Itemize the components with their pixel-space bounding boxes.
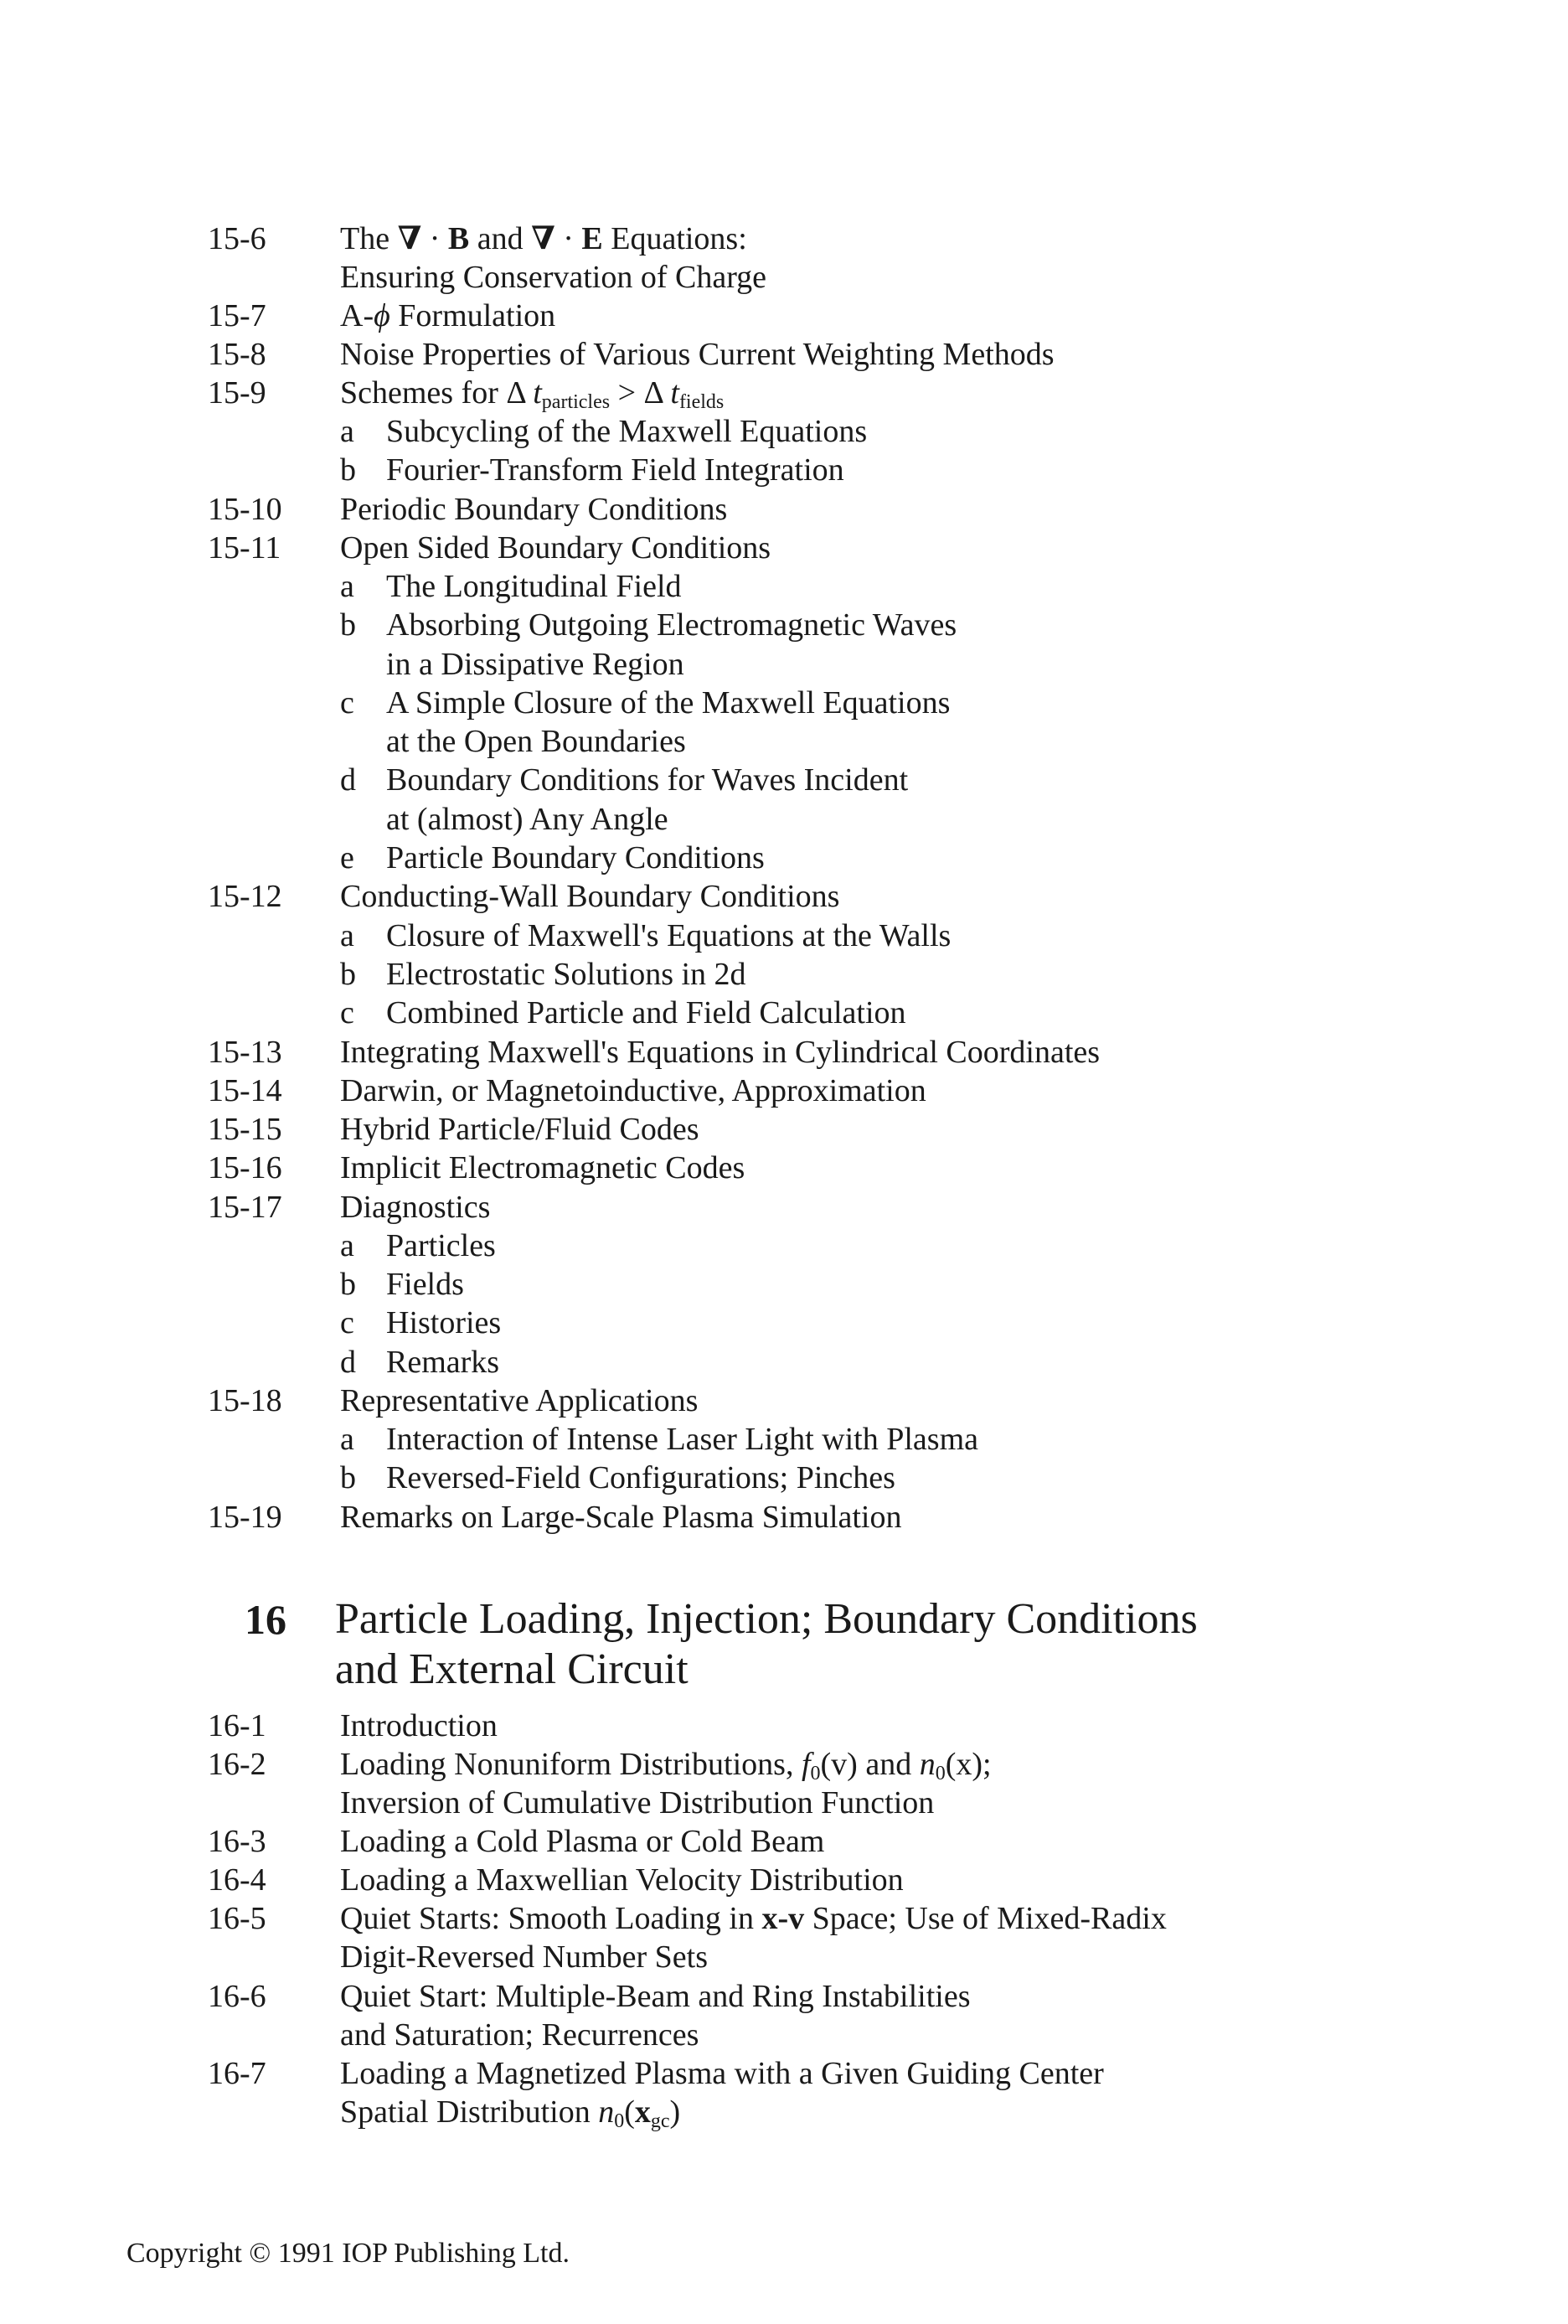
section-title: Introduction [340,1708,498,1743]
section-title: Darwin, or Magnetoinductive, Approximation [340,1073,926,1108]
section-title-continuation: and Saturation; Recurrences [340,2017,699,2053]
section-title-continuation: Digit-Reversed Number Sets [340,1939,709,1975]
section-title: Representative Applications [340,1383,699,1418]
section-number: 16-4 [208,1862,266,1898]
section-title: Hybrid Particle/Fluid Codes [340,1112,699,1147]
section-number: 15-8 [208,337,266,372]
section-number: 15-19 [208,1500,282,1535]
subsection-continuation: at the Open Boundaries [386,724,686,759]
section-number: 16-7 [208,2056,266,2091]
chapter-number: 16 [245,1596,286,1643]
section-title-continuation: Inversion of Cumulative Distribution Function [340,1785,935,1820]
section-number: 15-14 [208,1073,282,1108]
chapter-title: Particle Loading, Injection; Boundary Conditions [335,1595,1198,1643]
section-number: 15-12 [208,879,282,914]
section-title: Schemes for Δ $t_{particles} > \Delta$ $t_{fields}$ [340,375,725,413]
section-title: The ∇ · B and ∇ · E Equations: [340,221,747,256]
section-number: 15-9 [208,375,266,411]
section-number: 15-16 [208,1150,282,1185]
section-number: 16-5 [208,1901,266,1936]
section-title: Loading a Cold Plasma or Cold Beam [340,1824,825,1859]
subsection-continuation: at (almost) Any Angle [386,802,668,837]
section-title: Open Sided Boundary Conditions [340,530,771,566]
section-title: Loading a Maxwellian Velocity Distribution [340,1862,904,1898]
section-title: Periodic Boundary Conditions [340,492,728,527]
section-number: 16-6 [208,1979,266,2014]
section-title: Remarks on Large-Scale Plasma Simulation [340,1500,902,1535]
section-number: 15-18 [208,1383,282,1418]
section-title: Noise Properties of Various Current Weighting Methods [340,337,1055,372]
section-title-continuation: Spatial Distribution $n_0(x_{gc})$ [340,2094,681,2132]
chapter-title-continuation: and External Circuit [335,1645,689,1693]
section-number: 15-17 [208,1190,282,1225]
nabla-symbol: ∇ [397,221,422,256]
section-number: 15-15 [208,1112,282,1147]
section-title: Implicit Electromagnetic Codes [340,1150,745,1185]
section-title: Loading a Magnetized Plasma with a Given Guiding Center [340,2056,1104,2091]
section-number: 16-1 [208,1708,266,1743]
section-title: Quiet Starts: Smooth Loading in x-v Space; Use of Mixed-Radix [340,1901,1167,1936]
section-number: 15-6 [208,221,266,256]
section-title: Diagnostics [340,1190,491,1225]
phi-symbol: ϕ [374,298,390,333]
section-number: 15-11 [208,530,281,566]
section-title-continuation: Ensuring Conservation of Charge [340,260,767,295]
section-number: 15-7 [208,298,266,333]
subsection-continuation: in a Dissipative Region [386,647,684,682]
section-number: 16-3 [208,1824,266,1859]
section-title: A-ϕ Formulation [340,298,556,333]
section-title: Integrating Maxwell's Equations in Cylindrical Coordinates [340,1035,1101,1070]
table-of-contents: 15-6 The ∇ · B and ∇ · E Equations: Ensuring Conservation of Charge 15-7 A-ϕ Formulation 15-8 Noise Properties of Various Current Weighting Methods 15-9 Schemes for Δ $t_{particles} > \Delta$ $t_{fields}$ a Subcycling of the Maxwell Equations b Fourier-Transform Field Integration 15-10 Periodic Boundary Conditions 15-11 Open Sided Boundary Conditions a The Longitudinal Field b Absorbing Outgoing Electromagnetic Waves in a Dissipative Region c A Simple Closure of the Maxwell Equations at the Open Boundaries d Boundary Conditions for Waves Incident at (almost) Any Angle e Particle Boundary Conditions 15-12 Conducting-Wall Boundary Conditions a Closure of Maxwell's Equations at the Walls b Electrostatic Solutions in 2d c Combined Particle and Field Calculation 15-13 Integrating Maxwell's Equations in Cylindrical Coordinates 15-14 Darwin, or Magnetoinductive, Approximation 15-15 Hybrid Particle/Fluid Codes 15-16 Implicit Electromagnetic Codes 15-17 Diagnostics a Particles b Fields c Histories d Remarks 15-18 Representative Applications a Interaction of Intense Laser Light with Plasma b Reversed-Field Configurations; Pinches 15-19 Remarks on Large-Scale Plasma Simulation 16 Particle Loading, Injection; Boundary Conditions and External Circuit 16-1 Introduction 16-2 Loading Nonuniform Distributions, $f_0(v)$ and $n_0(x)$; Inversion of Cumulative Distribution Function 16-3 Loading a Cold Plasma or Cold Beam 16-4 Loading a Maxwellian Velocity Distribution 16-5 Quiet Starts: Smooth Loading in x-v Space; Use of Mixed-Radix Digit-Reversed Number Sets 16-6 Quiet Start: Multiple-Beam and Ring Instabilities and Saturation; Recurrences 16-7 Loading a Magnetized Plasma with a Given Guiding Center Spatial Distribution $n_0(x_{gc})$ Copyright © 1991 IOP Publishing Ltd. [126,221,1198,2269]
section-number: 16-2 [208,1747,266,1782]
section-title: Loading Nonuniform Distributions, $f_0(v)$ and $n_0(x)$; [340,1747,992,1784]
section-title: Quiet Start: Multiple-Beam and Ring Instabilities [340,1979,971,2014]
section-number: 15-10 [208,492,282,527]
nabla-symbol: ∇ [531,221,555,256]
section-number: 15-13 [208,1035,282,1070]
section-title: Conducting-Wall Boundary Conditions [340,879,840,914]
copyright-notice: Copyright © 1991 IOP Publishing Ltd. [126,2238,570,2269]
